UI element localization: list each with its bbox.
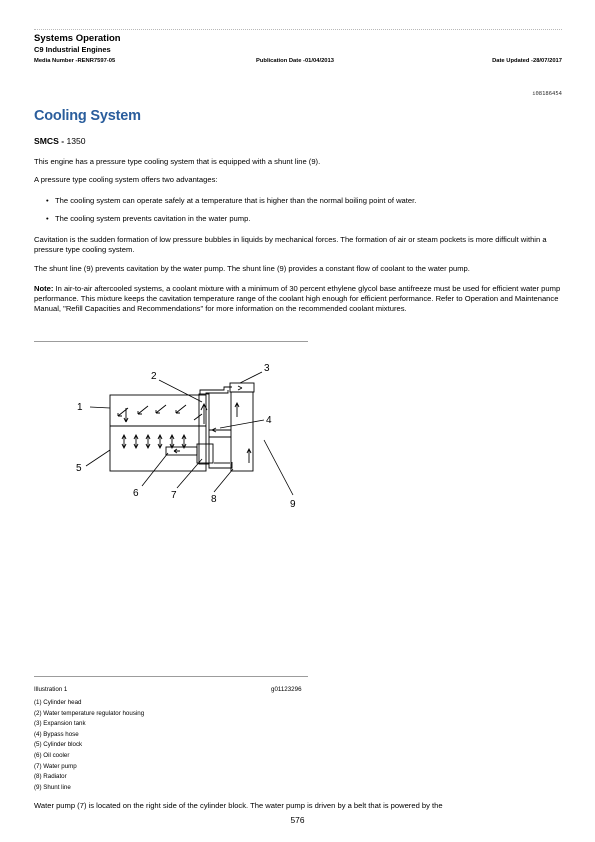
figure-caption-code: g01123296 — [271, 686, 302, 693]
callout-7: 7 — [171, 490, 177, 501]
note-text: In air-to-air aftercooled systems, a coolant mixture with a minimum of 30 percent ethylene glycol base antifreeze must be used for efficient water pump performance. This mixture keeps the cavitation temperature range of the coolant high enough for efficient performance. Refer to Operation and Maintenance Manual, "Refill Capacities and Recommendations" for more information on the recommended coolant mixtures. — [34, 284, 561, 313]
legend-item: (1) Cylinder head — [34, 699, 82, 706]
paragraph-water-pump: Water pump (7) is located on the right side of the cylinder block. The water pump is driven by a belt that is powered by the — [34, 801, 443, 810]
callout-9: 9 — [290, 499, 296, 510]
figure-bottom-rule — [34, 676, 308, 677]
paragraph-cavitation: Cavitation is the sudden formation of low pressure bubbles in liquids by mechanical forces. The formation of air or steam pockets is more difficult within a pressure type cooling system. — [34, 235, 547, 254]
page-title: Cooling System — [34, 108, 141, 124]
smcs-value: 1350 — [66, 136, 86, 146]
callout-8: 8 — [211, 494, 217, 505]
paragraph-advantages: A pressure type cooling system offers two advantages: — [34, 175, 218, 184]
publication-date: Publication Date -01/04/2013 — [256, 58, 334, 64]
head-arrow — [176, 405, 186, 413]
legend-item: (8) Radiator — [34, 773, 67, 781]
header-divider — [34, 29, 562, 30]
bullet-dot: • — [46, 196, 49, 205]
cooling-system-illustration — [34, 350, 324, 520]
legend-item: (9) Shunt line — [34, 783, 71, 791]
legend-item: (2) Water temperature regulator housing — [34, 709, 145, 717]
oil-cooler-arrow — [174, 449, 180, 453]
head-arrow — [118, 408, 128, 416]
callout-1: 1 — [77, 402, 83, 413]
bullet-text: The cooling system prevents cavitation in the water pump. — [55, 214, 251, 223]
smcs-label: SMCS - — [34, 136, 65, 146]
bullet-text: The cooling system can operate safely at a temperature that is higher than the normal boiling point of water. — [55, 196, 417, 205]
note-label: Note: — [34, 284, 54, 293]
radiator-arrow — [247, 449, 251, 463]
flow-arrow — [124, 408, 128, 422]
document-id: i08186454 — [532, 91, 562, 97]
media-number: Media Number -RENR7597-05 — [34, 58, 116, 64]
page-number: 576 — [290, 815, 305, 825]
note-paragraph — [34, 284, 562, 314]
tank-arrow — [238, 386, 242, 390]
paragraph-shunt-line: The shunt line (9) prevents cavitation by the water pump. The shunt line (9) provides a constant flow of coolant to the water pump. — [34, 264, 470, 273]
cylinder-block-outline — [110, 395, 206, 471]
flow-arrow — [194, 414, 202, 420]
head-arrow — [138, 406, 148, 414]
bullet-dot: • — [46, 214, 49, 223]
callout-2: 2 — [151, 371, 157, 382]
figure-caption-label: Illustration 1 — [34, 686, 68, 693]
upper-hose-inner — [206, 390, 228, 394]
legend-item: (6) Oil cooler — [34, 751, 70, 759]
callout-3: 3 — [264, 363, 270, 374]
bullet-item — [46, 196, 416, 206]
legend-item: (5) Cylinder block — [34, 741, 83, 749]
radiator-outline — [231, 392, 253, 471]
figure-legend — [34, 698, 144, 793]
bullet-item — [46, 214, 250, 224]
radiator-arrow — [235, 403, 239, 417]
date-updated: Date Updated -28/07/2017 — [492, 58, 562, 64]
block-flow-arrows — [122, 435, 186, 448]
figure-top-rule — [34, 341, 308, 342]
smcs-code — [34, 136, 86, 146]
callout-5: 5 — [76, 463, 82, 474]
legend-item: (7) Water pump — [34, 762, 77, 770]
callout-6: 6 — [133, 488, 139, 499]
header-subtitle: C9 Industrial Engines — [34, 45, 111, 54]
legend-item: (4) Bypass hose — [34, 730, 79, 738]
paragraph-intro: This engine has a pressure type cooling system that is equipped with a shunt line (9). — [34, 157, 321, 166]
legend-item: (3) Expansion tank — [34, 720, 86, 728]
header-title: Systems Operation — [34, 33, 121, 44]
leader-lines — [86, 372, 293, 495]
head-arrow — [156, 405, 166, 413]
oil-cooler-outline — [166, 447, 197, 455]
callout-4: 4 — [266, 415, 272, 426]
callout-labels — [76, 363, 296, 510]
